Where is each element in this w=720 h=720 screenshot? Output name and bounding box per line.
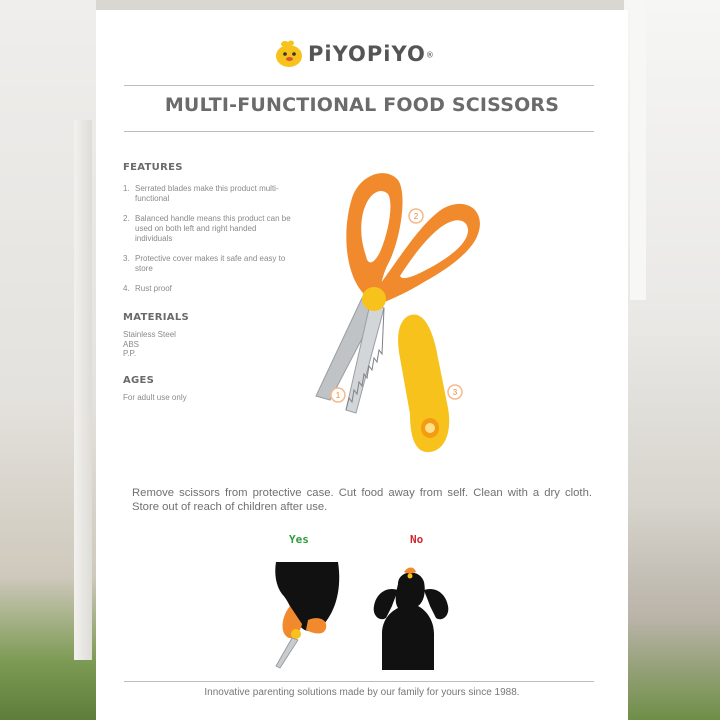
person-silhouette-icon [382,572,434,670]
divider-title [124,131,594,132]
brand-name: PiYOPiYO® [308,42,435,66]
ages-text: For adult use only [123,393,187,402]
divider-top [124,85,594,86]
svg-text:2: 2 [413,212,419,221]
material-item: Stainless Steel [123,330,176,339]
materials-heading: MATERIALS [123,312,190,323]
chick-icon [274,39,304,69]
ages-heading: AGES [123,375,155,386]
brand-logo [274,34,435,74]
svg-text:1: 1 [335,391,341,400]
usage-instructions: Remove scissors from protective case. Cut food away from self. Clean with a dry cloth. Store out of reach of children after use. [132,487,592,513]
no-label: No [410,533,424,546]
page-title: MULTI-FUNCTIONAL FOOD SCISSORS [164,94,560,116]
blade-icon [316,298,384,413]
background-trim [630,0,646,300]
incorrect-use-illustration [368,562,452,670]
list-item: 1. Serrated blades make this product multi-functional [123,184,279,203]
background-post [74,120,92,660]
callout-2 [409,209,423,223]
material-item: ABS [123,339,140,349]
divider-bottom [124,681,594,682]
features-heading: FEATURES [123,162,183,173]
callout-1 [331,388,345,402]
cover-icon [398,314,449,452]
materials-list [123,330,176,359]
correct-grip-illustration [272,558,344,672]
footer-tagline: Innovative parenting solutions made by our family for yours since 1988. [204,687,520,698]
features-list [123,184,293,304]
material-item: P.P. [123,349,137,358]
list-item: 3. Protective cover makes it safe and easy to store [123,254,286,273]
scissors-illustration [296,158,496,458]
handle-icon [346,173,480,304]
list-item: 2. Balanced handle means this product can be used on both left and right handed individuals [123,214,291,243]
product-sheet [96,10,628,720]
svg-text:3: 3 [452,388,458,397]
list-item: 4. Rust proof [123,284,172,293]
callout-3 [448,385,462,399]
yes-label: Yes [289,533,309,546]
pivot-icon [362,287,386,311]
